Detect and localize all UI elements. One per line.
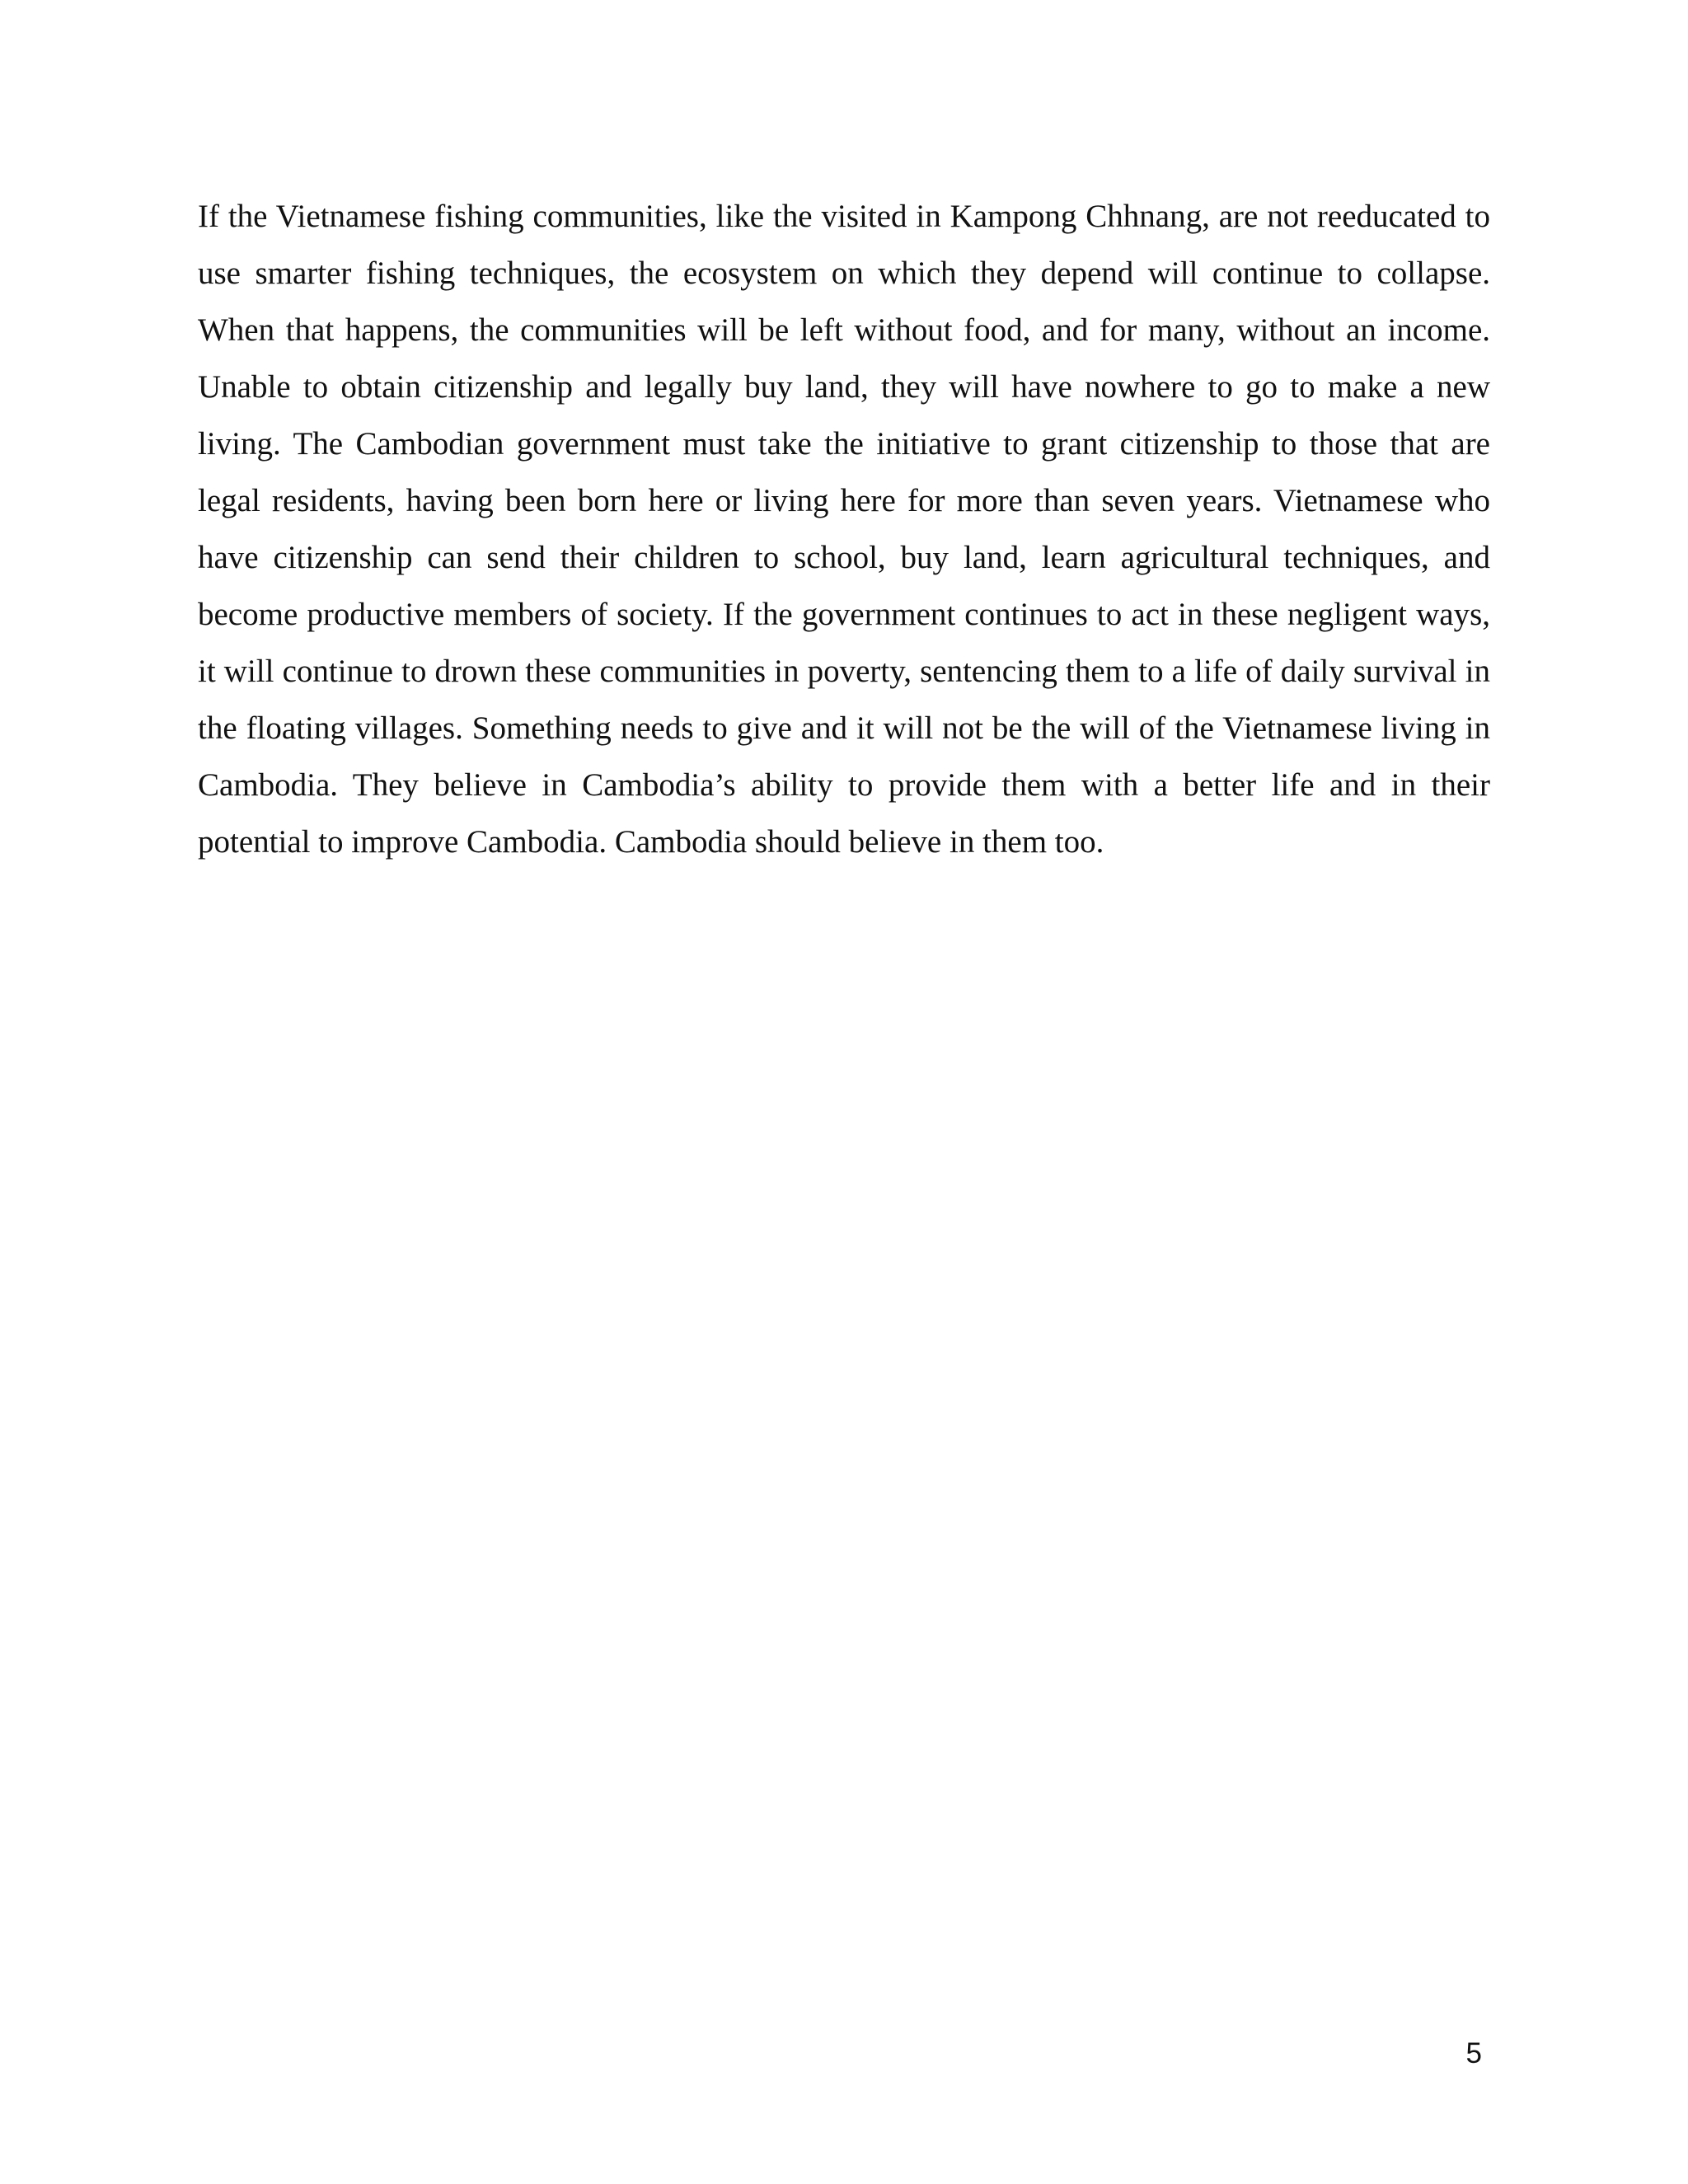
body-paragraph: If the Vietnamese fishing communities, like the visited in Kampong Chhnang, are not reeducated to use smarter fishing techniques, the ecosystem on which they depend will continue to collapse. When that happens, the communities will be left without food, and for many, without an income. Unable to obtain citizenship and legally buy land, they will have nowhere to go to make a new living. The Cambodian government must take the initiative to grant citizenship to those that are legal residents, having been born here or living here for more than seven years. Vietnamese who have citizenship can send their children to school, buy land, learn agricultural techniques, and become productive members of society. If the government continues to act in these negligent ways, it will continue to drown these communities in poverty, sentencing them to a life of daily survival in the floating villages. Something needs to give and it will not be the will of the Vietnamese living in Cambodia. They believe in Cambodia’s ability to provide them with a better life and in their potential to improve Cambodia. Cambodia should believe in them too. [198,199,1490,860]
page-number: 5 [1465,2037,1482,2069]
